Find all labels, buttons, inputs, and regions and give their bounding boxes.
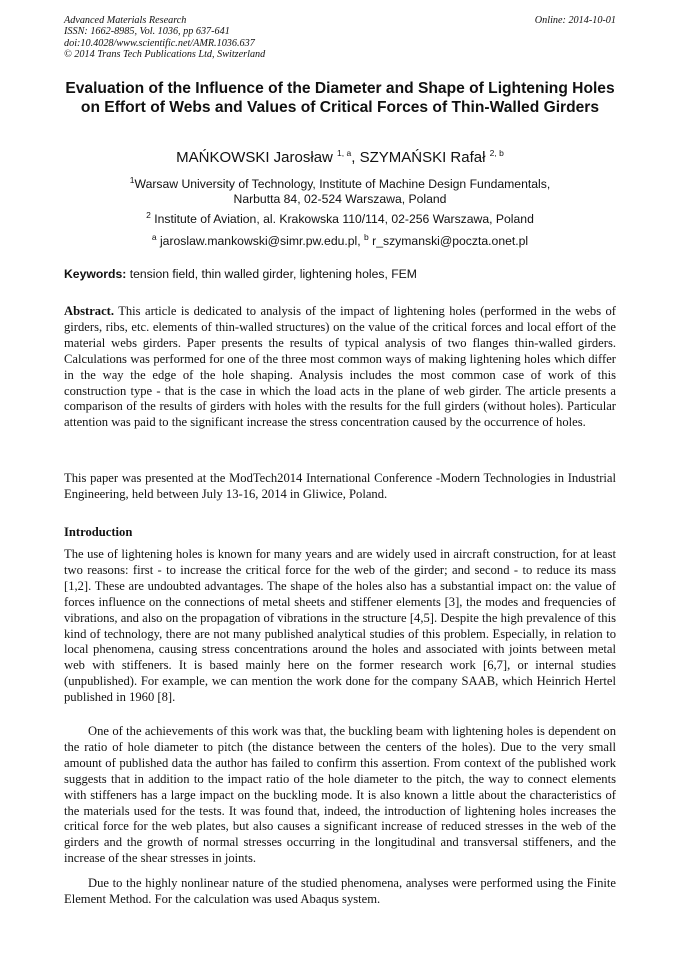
- issn-line: ISSN: 1662-8985, Vol. 1036, pp 637-641: [64, 26, 230, 38]
- affiliation-1: [64, 174, 616, 207]
- author-2: SZYMAŃSKI Rafał: [359, 149, 486, 166]
- email-line: [64, 231, 616, 249]
- affiliation-1-superscript: 1: [129, 174, 135, 185]
- author-separator: ,: [351, 149, 360, 166]
- section-heading-introduction: Introduction: [64, 525, 133, 539]
- author-1-superscript: 1, a: [337, 148, 352, 158]
- intro-paragraph-1: The use of lightening holes is known for many years and are widely used in aircraft construction, for at least two reasons: first - to increase the critical force for the web of the girder; and second - to reduce its mass [1,2]. These are undoubted advantages. The shape of the holes also has a substantial impact on: the value of forces influence on the connections of metal sheets and stiffener elements [3], the modes and frequencies of vibrations, and also on the propagation of vibrations in the structure [4,5]. Despite the high prevalence of this kind of technology, there are not many published analytical studies of this problem. Especially, in relation to local phenomena, causing stress concentrations around the holes and associated with joints between metal web with stiffeners. It is based mainly here on the former research work [6,7], or internal studies (unpublished). For example, we can mention the work done for the company SAAB, which Heinrich Hertel published in 1960 [8].: [64, 547, 616, 705]
- affiliation-2: [64, 209, 616, 227]
- abstract: [64, 304, 616, 431]
- author-1: MAŃKOWSKI Jarosław: [176, 149, 333, 166]
- paper-title: Evaluation of the Influence of the Diameter and Shape of Lightening Holes on Effort of Webs and Values of Critical Forces of Thin-Walled Girders: [65, 80, 615, 116]
- conference-note: This paper was presented at the ModTech2014 International Conference -Modern Technologies in Industrial Engineering, held between July 13-16, 2014 in Gliwice, Poland.: [64, 471, 616, 501]
- copyright-line: © 2014 Trans Tech Publications Ltd, Switzerland: [64, 49, 266, 61]
- author-2-superscript: 2, b: [489, 148, 504, 158]
- doi-line: doi:10.4028/www.scientific.net/AMR.1036.637: [64, 37, 255, 49]
- keywords: [64, 267, 616, 282]
- keywords-label: Keywords:: [64, 267, 127, 281]
- affiliation-1-line-2: Narbutta 84, 02-524 Warszawa, Poland: [233, 192, 447, 206]
- abstract-text: This article is dedicated to analysis of the impact of lightening holes (performed in the webs of girders, ribs, etc. elements of thin-walled structures) on the value of the critical forces and local effort of the material webs girders. Paper presents the results of typical analysis of two flanges thin-walled girders. Calculations was performed for one of the three most common ways of making lightening holes which differ in the way the edge of the hole shaping. Analysis includes the most common case of work of this construction type - that is the case in which the load acts in the plane of web girder. The article presents a comparison of the results of girders with holes with the results for the full girders (without holes). Particular attention was paid to the significant increase the stress concentration caused by the occurrence of holes.: [64, 304, 616, 430]
- affiliation-2-text: Institute of Aviation, al. Krakowska 110/114, 02-256 Warszawa, Poland: [150, 212, 534, 226]
- journal-header: [64, 15, 616, 61]
- author-line: [64, 149, 616, 167]
- affiliation-2-superscript: 2: [146, 209, 151, 220]
- affiliation-1-line-1: Warsaw University of Technology, Institute of Machine Design Fundamentals,: [134, 177, 551, 191]
- keywords-text: tension field, thin walled girder, lightening holes, FEM: [126, 267, 417, 281]
- email-b[interactable]: r_szymanski@poczta.onet.pl: [368, 234, 529, 248]
- online-date: Online: 2014-10-01: [534, 15, 616, 26]
- email-b-superscript: b: [364, 231, 369, 242]
- email-a-superscript: a: [151, 231, 157, 242]
- intro-paragraph-2: One of the achievements of this work was that, the buckling beam with lightening holes is dependent on the ratio of hole diameter to pitch (the distance between the centers of the holes). Due to the very small amount of published data the author has failed to confirm this assertion. From context of the published work suggests that in addition to the impact ratio of the hole diameter to the pitch, the way to connect elements with stiffeners has a large impact on the buckling mode. It is also known a little about the characteristics of the materials used for the tests. It was found that, indeed, the introduction of lightening holes increases the critical force for the web plates, but also causes a significant increase of reduced stresses in the web of the girders and the growth of normal stresses occurring in the longitudinal and transversal stiffeners, and the increase of the shear stresses in joints.: [64, 724, 616, 866]
- email-a[interactable]: jaroslaw.mankowski@simr.pw.edu.pl,: [156, 234, 365, 248]
- journal-name: Advanced Materials Research: [64, 15, 187, 26]
- intro-paragraph-3: Due to the highly nonlinear nature of the studied phenomena, analyses were performed using the Finite Element Method. For the calculation was used Abaqus system.: [64, 876, 616, 906]
- abstract-label: Abstract.: [64, 304, 115, 318]
